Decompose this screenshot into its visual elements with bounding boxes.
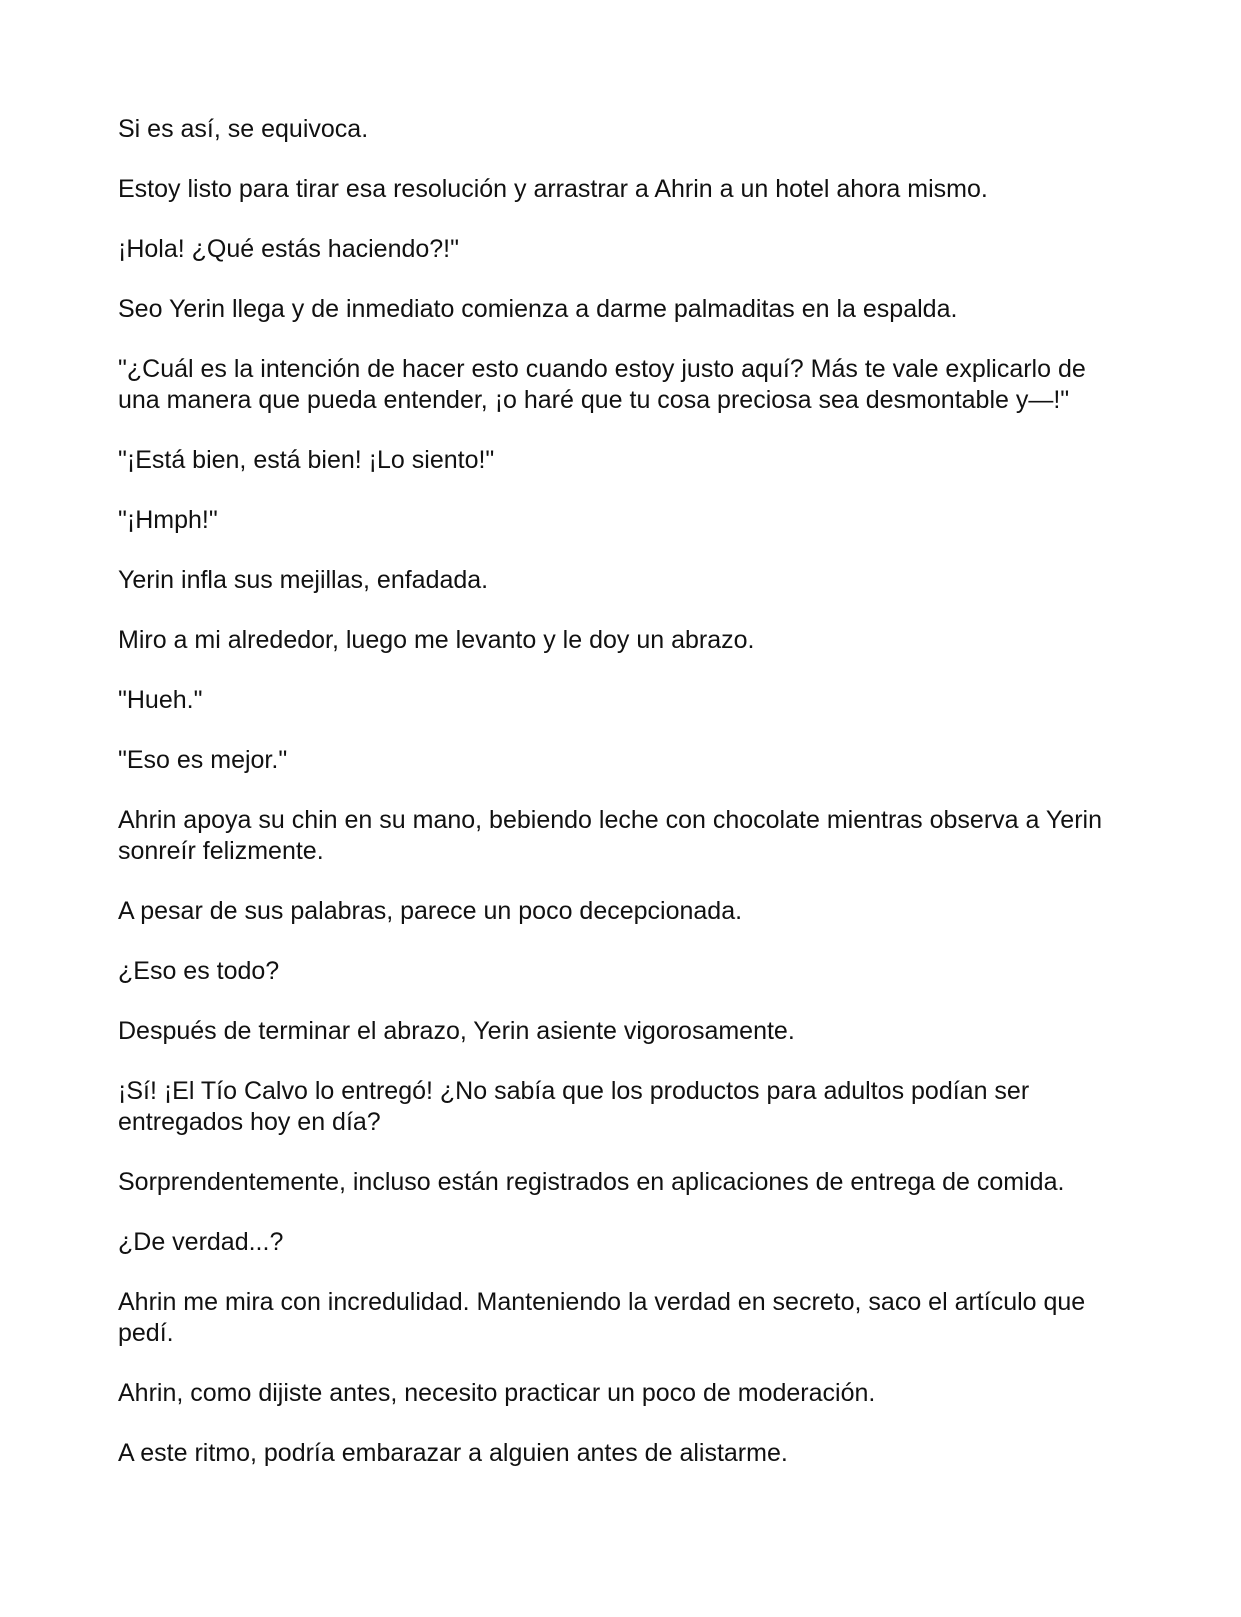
paragraph: "¿Cuál es la intención de hacer esto cuando estoy justo aquí? Más te vale explicarlo de una manera que pueda entender, ¡o haré que tu cosa preciosa sea desmontable y—!": [118, 355, 1086, 414]
paragraph: "Eso es mejor.": [118, 746, 288, 774]
paragraph: Sorprendentemente, incluso están registrados en aplicaciones de entrega de comida.: [118, 1168, 1065, 1196]
paragraph: A pesar de sus palabras, parece un poco decepcionada.: [118, 897, 743, 925]
paragraph: Ahrin apoya su chin en su mano, bebiendo leche con chocolate mientras observa a Yerin sonreír felizmente.: [118, 806, 1102, 865]
paragraph: Ahrin me mira con incredulidad. Manteniendo la verdad en secreto, saco el artículo que pedí.: [118, 1288, 1086, 1347]
paragraph: ¿De verdad...?: [118, 1228, 284, 1256]
paragraph: "¡Hmph!": [118, 506, 218, 534]
paragraph: ¡Sí! ¡El Tío Calvo lo entregó! ¿No sabía que los productos para adultos podían ser entregados hoy en día?: [118, 1077, 1030, 1136]
paragraph: Ahrin, como dijiste antes, necesito practicar un poco de moderación.: [118, 1379, 876, 1407]
paragraph: Si es así, se equivoca.: [118, 115, 369, 143]
paragraph: "Hueh.": [118, 686, 203, 714]
paragraph: Seo Yerin llega y de inmediato comienza a darme palmaditas en la espalda.: [118, 295, 958, 323]
paragraph: Después de terminar el abrazo, Yerin asiente vigorosamente.: [118, 1017, 795, 1045]
paragraph: "¡Está bien, está bien! ¡Lo siento!": [118, 446, 495, 474]
document-body: [118, 114, 1123, 1498]
paragraph: A este ritmo, podría embarazar a alguien antes de alistarme.: [118, 1439, 788, 1467]
paragraph: Miro a mi alrededor, luego me levanto y le doy un abrazo.: [118, 626, 755, 654]
paragraph: Yerin infla sus mejillas, enfadada.: [118, 566, 489, 594]
paragraph: ¡Hola! ¿Qué estás haciendo?!": [118, 235, 460, 263]
paragraph: Estoy listo para tirar esa resolución y arrastrar a Ahrin a un hotel ahora mismo.: [118, 175, 988, 203]
paragraph: ¿Eso es todo?: [118, 957, 280, 985]
